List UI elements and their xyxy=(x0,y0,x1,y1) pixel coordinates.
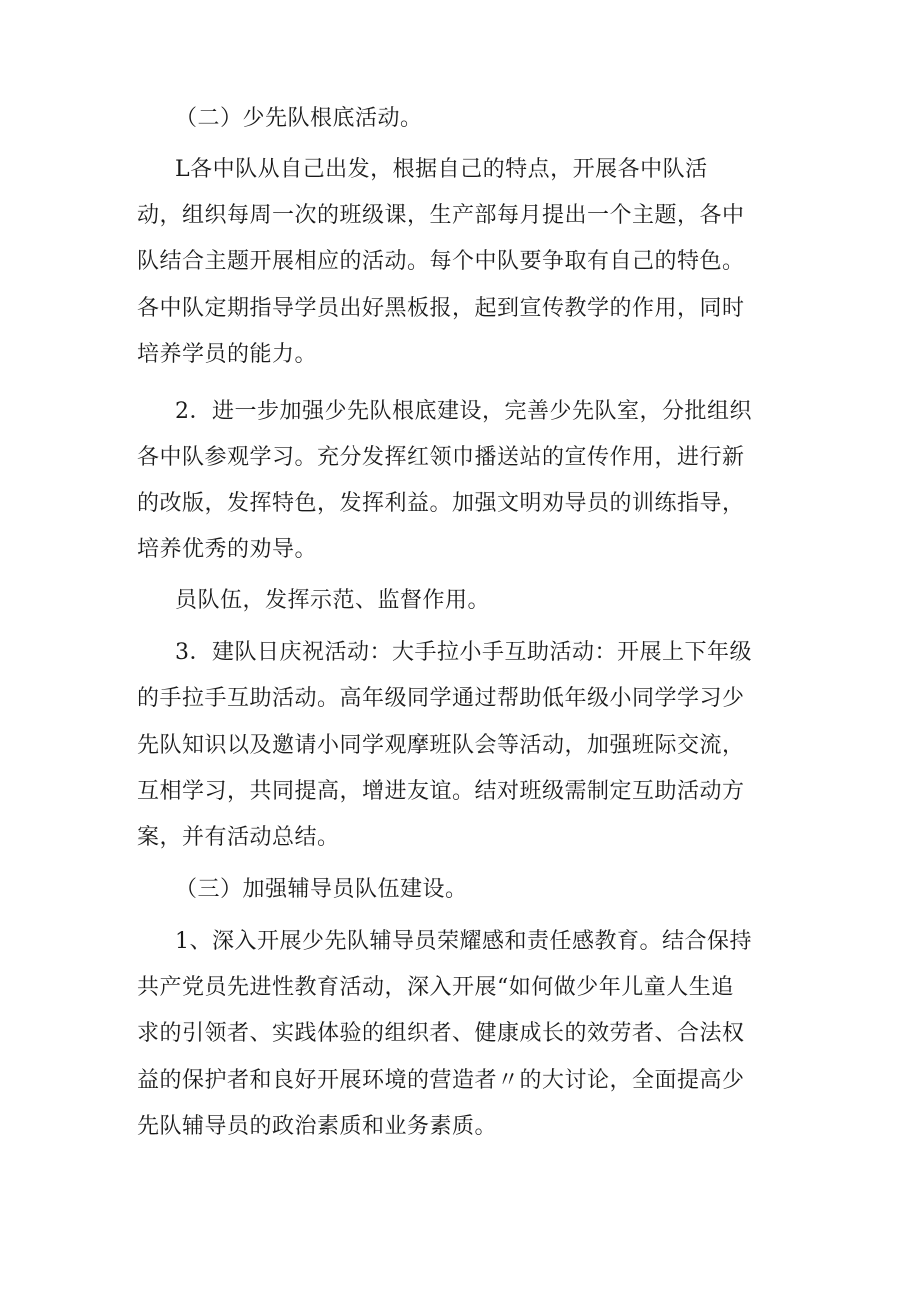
paragraph-line: 培养优秀的劝导。 xyxy=(137,537,318,562)
paragraph-line: 先队知识以及邀请小同学观摩班队会等活动，加强班际交流， xyxy=(137,733,745,758)
paragraph-line: 的手拉手互助活动。高年级同学通过帮助低年级小同学学习少 xyxy=(137,686,745,711)
section-heading-two: （二）少先队根底活动。 xyxy=(175,106,423,131)
paragraph-line: 各中队参观学习。充分发挥红领巾播送站的宣传作用，进行新 xyxy=(137,445,745,470)
paragraph-line: 先队辅导员的政治素质和业务素质。 xyxy=(137,1114,498,1139)
paragraph-line: 1、深入开展少先队辅导员荣耀感和责任感教育。结合保持 xyxy=(175,929,752,954)
paragraph-line: 共产党员先进性教育活动，深入开展“如何做少年儿童人生追 xyxy=(137,975,734,1000)
paragraph-line: 队结合主题开展相应的活动。每个中队要争取有自己的特色。 xyxy=(137,249,745,274)
paragraph-line: 求的引领者、实践体验的组织者、健康成长的效劳者、合法权 xyxy=(137,1021,745,1046)
paragraph-line: 3．建队日庆祝活动：大手拉小手互助活动：开展上下年级 xyxy=(175,640,752,665)
paragraph-line: 益的保护者和良好开展环境的营造者〃的大讨论，全面提高少 xyxy=(137,1068,745,1093)
paragraph-line: 2．进一步加强少先队根底建设，完善少先队室，分批组织 xyxy=(175,399,752,424)
paragraph-line: 动，组织每周一次的班级课，生产部每月提出一个主题，各中 xyxy=(137,203,745,228)
paragraph-line: 各中队定期指导学员出好黑板报，起到宣传教学的作用，同时 xyxy=(137,296,745,321)
paragraph-line: L各中队从自己出发，根据自己的特点，开展各中队活 xyxy=(175,157,708,182)
paragraph-line: 互相学习，共同提高，增进友谊。结对班级需制定互助活动方 xyxy=(137,779,745,804)
section-heading-three: （三）加强辅导员队伍建设。 xyxy=(175,877,468,902)
paragraph-line: 培养学员的能力。 xyxy=(137,342,318,367)
paragraph-line: 的改版，发挥特色，发挥利益。加强文明劝导员的训练指导， xyxy=(137,491,745,516)
paragraph-line: 案，并有活动总结。 xyxy=(137,825,340,850)
paragraph-line: 员队伍，发挥示范、监督作用。 xyxy=(175,588,491,613)
